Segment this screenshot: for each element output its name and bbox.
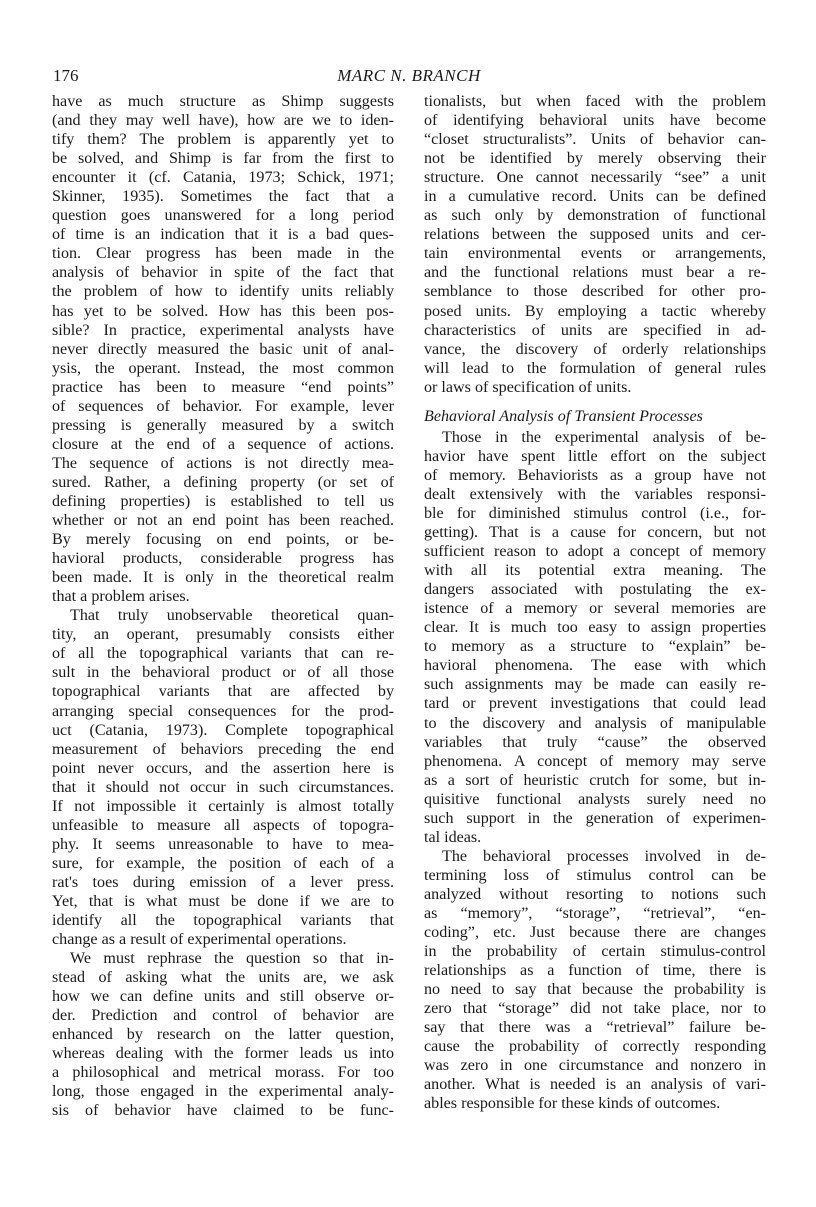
text-line: vance, the discovery of orderly relationships [424,340,766,358]
text-line: sible? In practice, experimental analysts have [52,321,394,339]
text-line: sult in the behavioral product or of all those [52,664,394,682]
text-line: quisitive functional analysts surely need no [424,790,766,808]
text-line: pressing is generally measured by a switch [52,416,394,434]
text-line: That truly unobservable theoretical quan- [70,607,394,625]
text-line: phy. It seems unreasonable to have to mea- [52,835,394,853]
text-line: a philosophical and metrical morass. For too [52,1064,394,1082]
text-line: structure. One cannot necessarily “see” a unit [424,169,766,187]
text-line: another. What is needed is an analysis of vari- [424,1076,766,1094]
text-line: Yet, that is what must be done if we are to [52,892,394,910]
text-line: semblance to those described for other pro- [424,283,766,301]
text-line: tion. Clear progress has been made in the [52,245,394,263]
text-line: the problem of how to identify units reliably [52,283,394,301]
text-line: of sequences of behavior. For example, lever [52,397,394,415]
text-line: measurement of behaviors preceding the end [52,740,394,758]
text-line: sure, for example, the position of each of a [52,854,394,872]
text-line: dealt extensively with the variables responsi- [424,485,766,503]
text-line: istence of a memory or several memories are [424,600,766,618]
text-line: analyzed without resorting to notions such [424,885,766,903]
text-line: whether or not an end point has been reached. [52,512,394,530]
text-line: Those in the experimental analysis of be- [442,428,766,446]
text-line: never directly measured the basic unit of anal- [52,340,394,358]
text-line: getting). That is a cause for concern, but not [424,524,766,542]
text-line: der. Prediction and control of behavior are [52,1007,394,1025]
text-line: The sequence of actions is not directly mea- [52,454,394,472]
text-line: tionalists, but when faced with the problem [424,93,766,110]
text-line: closure at the end of a sequence of actions. [52,435,394,453]
text-line: of identifying behavioral units have become [424,112,766,130]
text-line: of time is an indication that it is a bad ques- [52,226,394,244]
text-line: or laws of specification of units. [424,378,632,396]
text-line: The behavioral processes involved in de- [442,847,766,865]
text-line: that a problem arises. [52,588,190,606]
text-line: have as much structure as Shimp suggests [52,93,394,110]
text-line: ble for diminished stimulus control (i.e., for- [424,504,766,522]
text-line: will lead to the formulation of general rules [424,359,766,377]
text-line: ysis, the operant. Instead, the most common [52,359,394,377]
text-line: point never occurs, and the assertion here is [52,759,394,777]
text-line: was zero in one circumstance and nonzero in [424,1057,766,1075]
text-line: change as a result of experimental operations. [52,931,347,949]
text-line: By merely focusing on end points, or be- [52,531,394,549]
text-line: relationships as a function of time, there is [424,962,766,980]
left-column [52,92,394,1121]
text-line: and the functional relations must bear a re- [424,264,766,282]
text-line: with all its potential extra meaning. The [424,562,766,580]
text-line: cause the probability of correctly responding [424,1038,766,1056]
text-line: as such only by demonstration of functional [424,207,766,225]
text-line: defining properties) is established to tell us [52,492,394,510]
section-heading: Behavioral Analysis of Transient Processes [424,407,703,425]
text-line: unfeasible to measure all aspects of topogra- [52,816,394,834]
text-line: tain environmental events or arrangements, [424,245,766,263]
text-line: topographical variants that are affected by [52,683,394,701]
text-line: characteristics of units are specified in ad- [424,321,766,339]
page-header [53,66,765,90]
text-line: We must rephrase the question so that in- [70,950,394,968]
text-line: stead of asking what the units are, we ask [52,969,394,987]
text-line: uct (Catania, 1973). Complete topographical [52,721,394,739]
text-line: havioral products, considerable progress has [52,550,394,568]
text-line: analysis of behavior in spite of the fact that [52,264,394,282]
text-line: sis of behavior have claimed to be func- [52,1102,394,1120]
text-line: been made. It is only in the theoretical realm [52,569,394,587]
text-line: clear. It is much too easy to assign properties [424,619,766,637]
text-line: tard or prevent investigations that could lead [424,695,766,713]
text-line: in a cumulative record. Units can be defined [424,188,766,206]
text-line: enhanced by research on the latter question, [52,1026,394,1044]
text-line: coding”, etc. Just because there are changes [424,924,766,942]
text-line: question goes unanswered for a long period [52,207,394,225]
text-line: zero that “storage” did not take place, nor to [424,1000,766,1018]
text-line: Skinner, 1935). Sometimes the fact that a [52,188,394,206]
text-line: to memory as a structure to “explain” be- [424,638,766,656]
page-number: 176 [53,66,79,85]
text-line: as “memory”, “storage”, “retrieval”, “en- [424,904,766,922]
running-head-author: MARC N. BRANCH [337,66,481,85]
text-line: ables responsible for these kinds of outcomes. [424,1095,721,1113]
text-line: sured. Rather, a defining property (or set of [52,473,394,491]
text-line: dangers associated with postulating the ex- [424,581,766,599]
text-line: relations between the supposed units and cer- [424,226,766,244]
text-line: rat's toes during emission of a lever press. [52,873,394,891]
text-line: be solved, and Shimp is far from the first to [52,150,394,168]
text-line: in the probability of certain stimulus-control [424,943,766,961]
text-line: tify them? The problem is apparently yet to [52,131,394,149]
text-line: long, those engaged in the experimental analy- [52,1083,394,1101]
text-line: termining loss of stimulus control can be [424,866,766,884]
text-line: sufficient reason to adopt a concept of memory [424,543,766,561]
text-line: tity, an operant, presumably consists either [52,626,394,644]
text-line: as a sort of heuristic crutch for some, but in- [424,771,766,789]
text-line: such support in the generation of experimen- [424,809,766,827]
text-line: not be identified by merely observing their [424,150,766,168]
text-line: phenomena. A concept of memory may serve [424,752,766,770]
text-line: “closet structuralists”. Units of behavior can- [424,131,766,149]
right-column [424,92,766,1113]
text-line: such assignments may be made can easily re- [424,676,766,694]
text-line: havior have spent little effort on the subject [424,447,766,465]
text-line: (and they may well have), how are we to iden- [52,112,394,130]
text-line: has yet to be solved. How has this been pos- [52,302,394,320]
text-line: posed units. By employing a tactic whereby [424,302,766,320]
text-line: of all the topographical variants that can re- [52,645,394,663]
text-line: how we can define units and still observe or- [52,988,394,1006]
text-line: say that there was a “retrieval” failure be- [424,1019,766,1037]
text-line: If not impossible it certainly is almost totally [52,797,394,815]
text-line: to the discovery and analysis of manipulable [424,714,766,732]
text-line: havioral phenomena. The ease with which [424,657,766,675]
text-line: identify all the topographical variants that [52,912,394,930]
text-line: encounter it (cf. Catania, 1973; Schick, 1971; [52,169,394,187]
text-line: variables that truly “cause” the observed [424,733,766,751]
text-line: arranging special consequences for the prod- [52,702,394,720]
text-line: practice has been to measure “end points” [52,378,394,396]
text-line: that it should not occur in such circumstances. [52,778,394,796]
text-line: tal ideas. [424,828,482,846]
text-line: of memory. Behaviorists as a group have not [424,466,766,484]
text-line: whereas dealing with the former leads us into [52,1045,394,1063]
text-line: no need to say that because the probability is [424,981,766,999]
